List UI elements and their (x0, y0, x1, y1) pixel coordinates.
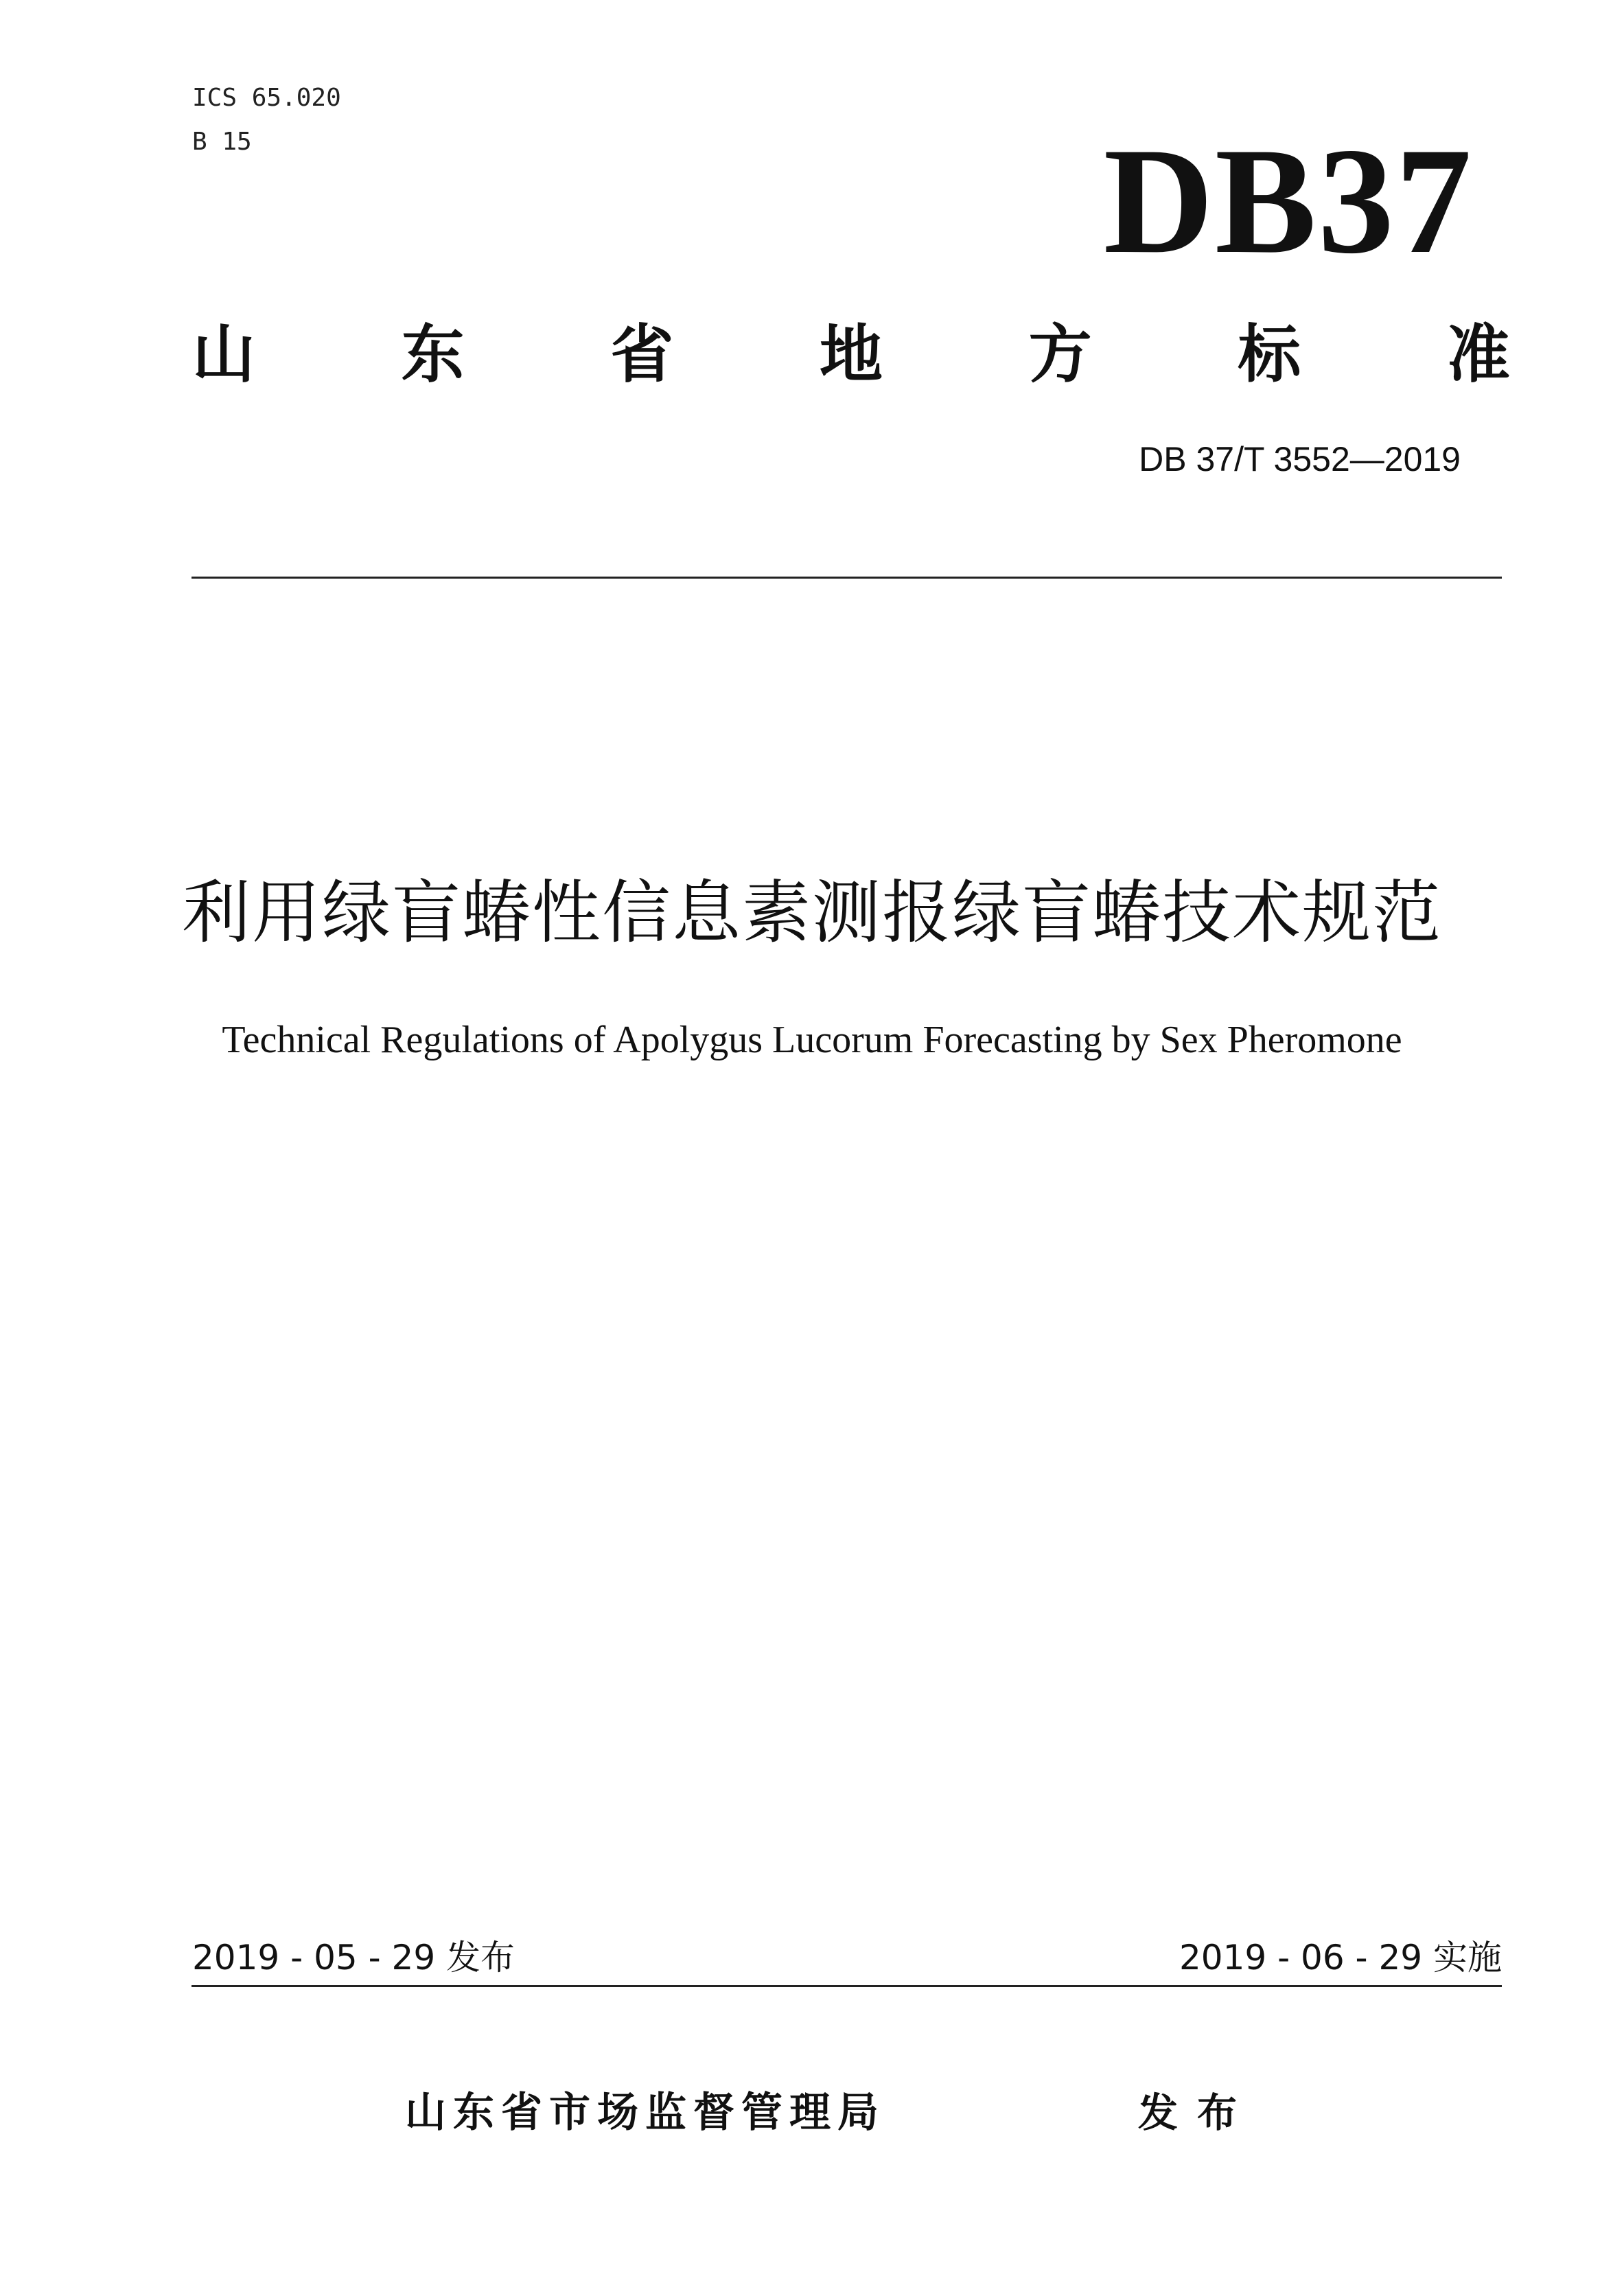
implementation-date: 2019 - 06 - 29 实施 (1179, 1938, 1502, 1978)
document-title-chinese: 利用绿盲蝽性信息素测报绿盲蝽技术规范 (182, 872, 1442, 953)
issuing-authority: 山东省市场监督管理局 (405, 2089, 885, 2137)
bottom-divider (192, 1985, 1502, 1987)
standard-type-char: 标 (1238, 318, 1301, 391)
issuing-action: 发布 (1138, 2089, 1257, 2136)
ccs-code: B 15 (192, 128, 252, 156)
standard-type-char: 省 (610, 318, 674, 391)
document-title-english: Technical Regulations of Apolygus Lucorum Forecasting by Sex Pheromone (222, 1019, 1402, 1061)
db37-logo: DB37 (1103, 117, 1473, 286)
issue-date: 2019 - 05 - 29 发布 (192, 1938, 515, 1978)
ics-code: ICS 65.020 (192, 84, 341, 112)
standard-type-heading (192, 317, 1510, 393)
standard-type-char: 东 (401, 318, 465, 391)
standard-type-char: 准 (1446, 318, 1510, 391)
standard-type-char: 地 (819, 318, 883, 391)
top-divider (192, 577, 1502, 579)
standard-type-char: 山 (192, 318, 256, 391)
standard-number: DB 37/T 3552—2019 (1139, 440, 1461, 478)
standard-type-char: 方 (1028, 318, 1092, 391)
